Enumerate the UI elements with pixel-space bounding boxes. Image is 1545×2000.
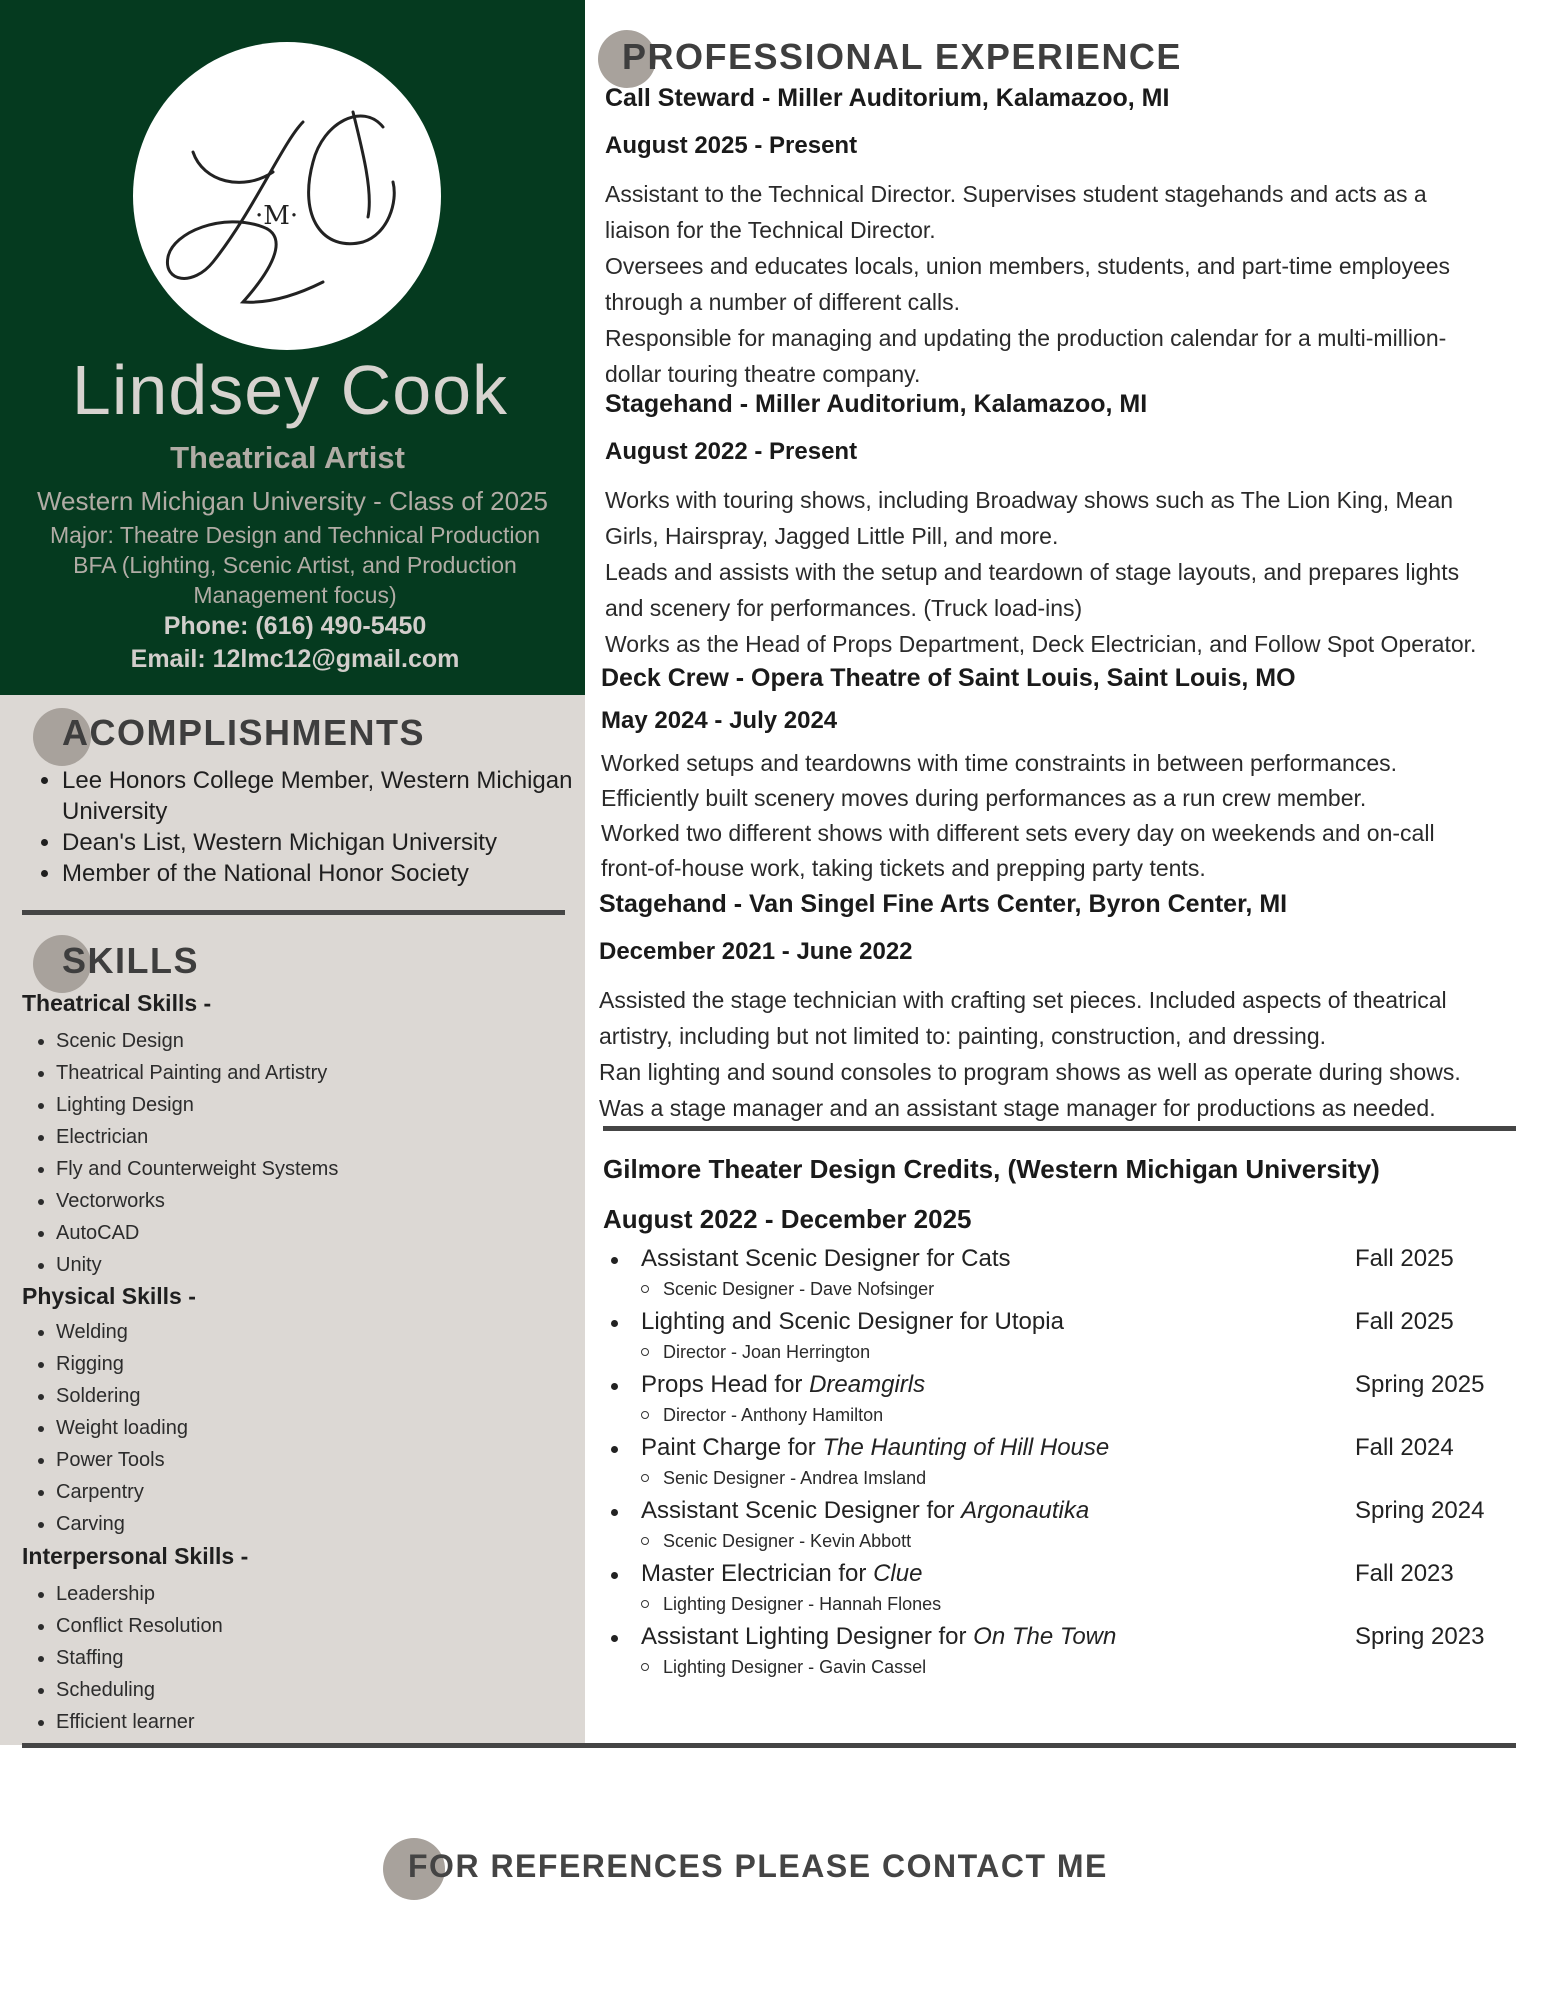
list-item: • Welding [56, 1316, 188, 1348]
job-title: Deck Crew - Opera Theatre of Saint Louis, Saint Louis, MO [601, 664, 1296, 692]
desc-line: Was a stage manager and an assistant stage manager for productions as needed. [599, 1095, 1436, 1121]
desc-line: Works as the Head of Props Department, Deck Electrician, and Follow Spot Operator. [605, 631, 1477, 657]
credit-title [641, 1497, 1089, 1525]
credit-term: Spring 2023 [1355, 1623, 1485, 1650]
job-dates: August 2025 - Present [605, 132, 858, 159]
desc-line: Girls, Hairspray, Jagged Little Pill, and more. [605, 523, 1059, 549]
credit-item [605, 1245, 1515, 1308]
credit-show: Argonautika [961, 1497, 1090, 1524]
credit-title [641, 1560, 922, 1588]
credit-sub: Scenic Designer - Kevin Abbott [663, 1531, 912, 1551]
job-title: Stagehand - Miller Auditorium, Kalamazoo, MI [605, 390, 1148, 418]
job-title: Call Steward - Miller Auditorium, Kalamazoo, MI [605, 84, 1170, 112]
list-item: • Soldering [56, 1380, 188, 1412]
credit-item [605, 1371, 1515, 1434]
bullet-icon [611, 1509, 618, 1516]
list-item: • Carving [56, 1508, 188, 1540]
major-line: Management focus) [193, 582, 397, 608]
list-item: • Dean's List, Western Michigan University [62, 827, 622, 858]
credit-sub: Scenic Designer - Dave Nofsinger [663, 1279, 935, 1299]
credit-sub: Lighting Designer - Gavin Cassel [663, 1657, 927, 1677]
credit-item [605, 1560, 1515, 1623]
credit-term: Fall 2025 [1355, 1245, 1454, 1272]
credits-heading: Gilmore Theater Design Credits, (Western Michigan University) [603, 1154, 1380, 1184]
credit-show: The Haunting of Hill House [822, 1434, 1110, 1461]
sub-bullet-icon [641, 1663, 649, 1671]
credit-show: Dreamgirls [809, 1371, 926, 1398]
job-description [599, 982, 1461, 1126]
section-divider [603, 1126, 1516, 1131]
credit-item [605, 1623, 1515, 1686]
credit-show: Cats [961, 1245, 1011, 1272]
accomplishments-heading: ACOMPLISHMENTS [62, 712, 425, 753]
credit-term: Fall 2025 [1355, 1308, 1454, 1335]
desc-line: Assistant to the Technical Director. Supervises student stagehands and acts as a [605, 181, 1427, 207]
credit-role: Props Head for [641, 1371, 810, 1398]
desc-line: liaison for the Technical Director. [605, 217, 936, 243]
phone-number: Phone: (616) 490-5450 [163, 612, 427, 640]
email-address: Email: 12lmc12@gmail.com [130, 645, 460, 673]
credit-show: Clue [873, 1560, 923, 1587]
job-dates: May 2024 - July 2024 [601, 707, 838, 734]
credit-show: Utopia [994, 1308, 1064, 1335]
job-description [605, 482, 1476, 662]
credit-term: Fall 2024 [1355, 1434, 1454, 1461]
major-info [0, 520, 590, 610]
credit-sub: Director - Joan Herrington [663, 1342, 871, 1362]
desc-line: Responsible for managing and updating the production calendar for a multi-million- [605, 325, 1447, 351]
references-note: FOR REFERENCES PLEASE CONTACT ME [408, 1848, 1108, 1884]
desc-line: Oversees and educates locals, union members, students, and part-time employees [605, 253, 1451, 279]
svg-text:·M·: ·M· [255, 201, 299, 231]
credit-item [605, 1497, 1515, 1560]
job-title: Stagehand - Van Singel Fine Arts Center, Byron Center, MI [599, 890, 1288, 918]
list-item: • Fly and Counterweight Systems [56, 1153, 338, 1185]
bullet-icon [611, 1320, 618, 1327]
desc-line: and scenery for performances. (Truck load-ins) [605, 595, 1083, 621]
sub-bullet-icon [641, 1285, 649, 1293]
credit-item [605, 1434, 1515, 1497]
credit-title [641, 1245, 1011, 1273]
monogram-logo [133, 42, 441, 350]
credit-role: Lighting and Scenic Designer for [641, 1308, 995, 1335]
desc-line: Ran lighting and sound consoles to program shows as well as operate during shows. [599, 1059, 1461, 1085]
list-item: • Leadership [56, 1578, 223, 1610]
bullet-icon [611, 1257, 618, 1264]
credit-role: Master Electrician for [641, 1560, 874, 1587]
credit-role: Assistant Scenic Designer for [641, 1245, 962, 1272]
desc-line: Worked setups and teardowns with time constraints in between performances. [601, 750, 1398, 776]
desc-line: front-of-house work, taking tickets and prepping party tents. [601, 855, 1206, 881]
sub-bullet-icon [641, 1474, 649, 1482]
list-item: • Weight loading [56, 1412, 188, 1444]
desc-line: Leads and assists with the setup and teardown of stage layouts, and prepares lights [605, 559, 1460, 585]
job-description [605, 176, 1450, 392]
credit-term: Fall 2023 [1355, 1560, 1454, 1587]
credit-title [641, 1623, 1116, 1651]
credits-list [605, 1245, 1515, 1686]
list-item: • Staffing [56, 1642, 223, 1674]
list-item: • Power Tools [56, 1444, 188, 1476]
skills-heading: SKILLS [62, 940, 200, 981]
section-divider [22, 1743, 1516, 1748]
skill-group-title: Physical Skills - [22, 1283, 196, 1309]
sub-bullet-icon [641, 1537, 649, 1545]
credit-term: Spring 2025 [1355, 1371, 1485, 1398]
desc-line: through a number of different calls. [605, 289, 961, 315]
desc-line: Assisted the stage technician with crafting set pieces. Included aspects of theatrical [599, 987, 1447, 1013]
credit-show: On The Town [973, 1623, 1117, 1650]
list-item: • Rigging [56, 1348, 188, 1380]
job-dates: December 2021 - June 2022 [599, 938, 913, 965]
section-divider [22, 910, 565, 915]
credit-title [641, 1371, 925, 1399]
bullet-icon [611, 1635, 618, 1642]
desc-line: Works with touring shows, including Broadway shows such as The Lion King, Mean [605, 487, 1454, 513]
credit-role: Assistant Lighting Designer for [641, 1623, 974, 1650]
list-item: • Theatrical Painting and Artistry [56, 1057, 338, 1089]
skill-list-theatrical [22, 1025, 338, 1281]
person-name: Lindsey Cook [71, 351, 509, 429]
skill-list-interpersonal [22, 1578, 223, 1738]
desc-line: artistry, including but not limited to: painting, construction, and dressing. [599, 1023, 1327, 1049]
job-dates: August 2022 - Present [605, 438, 858, 465]
skill-group-title: Theatrical Skills - [22, 990, 212, 1016]
major-line: Major: Theatre Design and Technical Production [49, 522, 541, 548]
sub-bullet-icon [641, 1600, 649, 1608]
desc-line: Efficiently built scenery moves during performances as a run crew member. [601, 785, 1367, 811]
list-item: • Lighting Design [56, 1089, 338, 1121]
desc-line: Worked two different shows with different sets every day on weekends and on-call [601, 820, 1435, 846]
credit-title [641, 1308, 1064, 1336]
skill-group-title: Interpersonal Skills - [22, 1543, 249, 1569]
credits-dates: August 2022 - December 2025 [603, 1204, 972, 1234]
credit-role: Assistant Scenic Designer for [641, 1497, 962, 1524]
desc-line: dollar touring theatre company. [605, 361, 921, 387]
skill-list-physical [22, 1316, 188, 1540]
list-item: • Scenic Design [56, 1025, 338, 1057]
credit-title [641, 1434, 1109, 1462]
credit-role: Paint Charge for [641, 1434, 823, 1461]
bullet-icon [611, 1572, 618, 1579]
major-line: BFA (Lighting, Scenic Artist, and Production [73, 552, 517, 578]
list-item: • Member of the National Honor Society [62, 858, 622, 889]
credit-sub: Lighting Designer - Hannah Flones [663, 1594, 942, 1614]
bullet-icon [611, 1446, 618, 1453]
bullet-icon [611, 1383, 618, 1390]
sub-bullet-icon [641, 1348, 649, 1356]
experience-heading: PROFESSIONAL EXPERIENCE [622, 36, 1182, 77]
list-item: • AutoCAD [56, 1217, 338, 1249]
school-info: Western Michigan University - Class of 2025 [36, 486, 549, 516]
list-item: • Electrician [56, 1121, 338, 1153]
accomplishments-list [26, 765, 622, 889]
list-item: • Vectorworks [56, 1185, 338, 1217]
sub-bullet-icon [641, 1411, 649, 1419]
list-item: • Scheduling [56, 1674, 223, 1706]
credit-term: Spring 2024 [1355, 1497, 1485, 1524]
monogram-signature-icon [133, 42, 441, 350]
list-item: • Conflict Resolution [56, 1610, 223, 1642]
credit-sub: Senic Designer - Andrea Imsland [663, 1468, 927, 1488]
list-item: • Lee Honors College Member, Western Michigan University [62, 765, 622, 827]
job-role: Theatrical Artist [170, 440, 405, 475]
list-item: • Carpentry [56, 1476, 188, 1508]
credit-sub: Director - Anthony Hamilton [663, 1405, 884, 1425]
credit-item [605, 1308, 1515, 1371]
list-item: • Unity [56, 1249, 338, 1281]
job-description [601, 746, 1435, 886]
list-item: • Efficient learner [56, 1706, 223, 1738]
